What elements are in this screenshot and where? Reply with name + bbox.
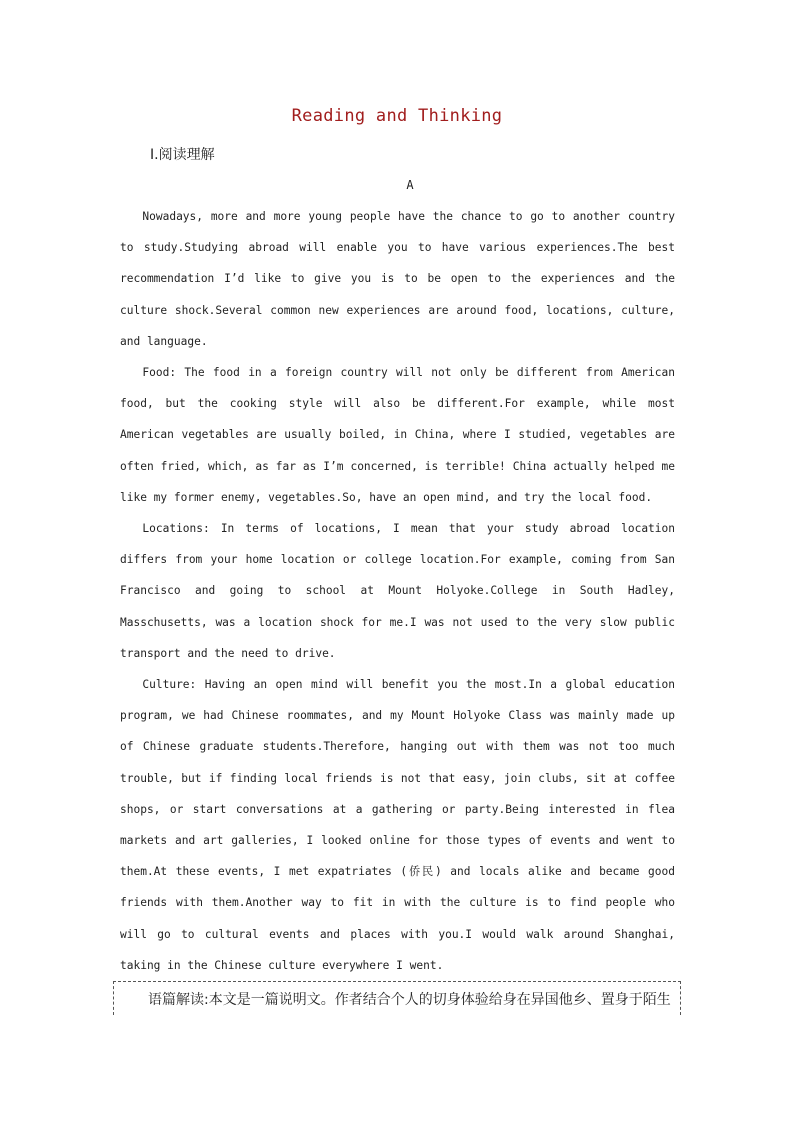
passage-analysis-text: 语篇解读:本文是一篇说明文。作者结合个人的切身体验给身在异国他乡、置身于陌生 <box>148 992 671 1008</box>
page-title: Reading and Thinking <box>291 106 503 126</box>
part-label: A <box>406 178 414 192</box>
reading-passage <box>120 201 675 981</box>
passage-analysis-box <box>113 981 681 1015</box>
paragraph-intro: Nowadays, more and more young people have the chance to go to another country to study.Studying abroad will enable you to have various experiences.The best recommendation I’d like to give you is to be open to the experiences and the culture shock.Several common new experiences are around food, locations, culture, and language. <box>120 210 675 348</box>
paragraph-locations: Locations: In terms of locations, I mean that your study abroad location differs from your home location or college location.For example, coming from San Francisco and going to school at Mount Holyoke.College in South Hadley, Masschusetts, was a location shock for me.I was not used to the very slow public transport and the need to drive. <box>120 522 675 660</box>
section-label: Ⅰ.阅读理解 <box>150 147 215 163</box>
paragraph-food: Food: The food in a foreign country will not only be different from American food, but the cooking style will also be different.For example, while most American vegetables are usually boiled, in China, where I studied, vegetables are often fried, which, as far as I’m concerned, is terrible! China actually helped me like my former enemy, vegetables.So, have an open mind, and try the local food. <box>120 366 675 504</box>
paragraph-culture: Culture: Having an open mind will benefit you the most.In a global education program, we had Chinese roommates, and my Mount Holyoke Class was mainly made up of Chinese graduate students.Therefore, hanging out with them was not too much trouble, but if finding local friends is not that easy, join clubs, sit at coffee shops, or start conversations at a gathering or party.Being interested in flea markets and art galleries, I looked online for those types of events and went to them.At these events, I met expatriates (侨民) and locals alike and became good friends with them.Another way to fit in with the culture is to find people who will go to cultural events and places with you.I would walk around Shanghai, taking in the Chinese culture everywhere I went. <box>120 678 675 972</box>
